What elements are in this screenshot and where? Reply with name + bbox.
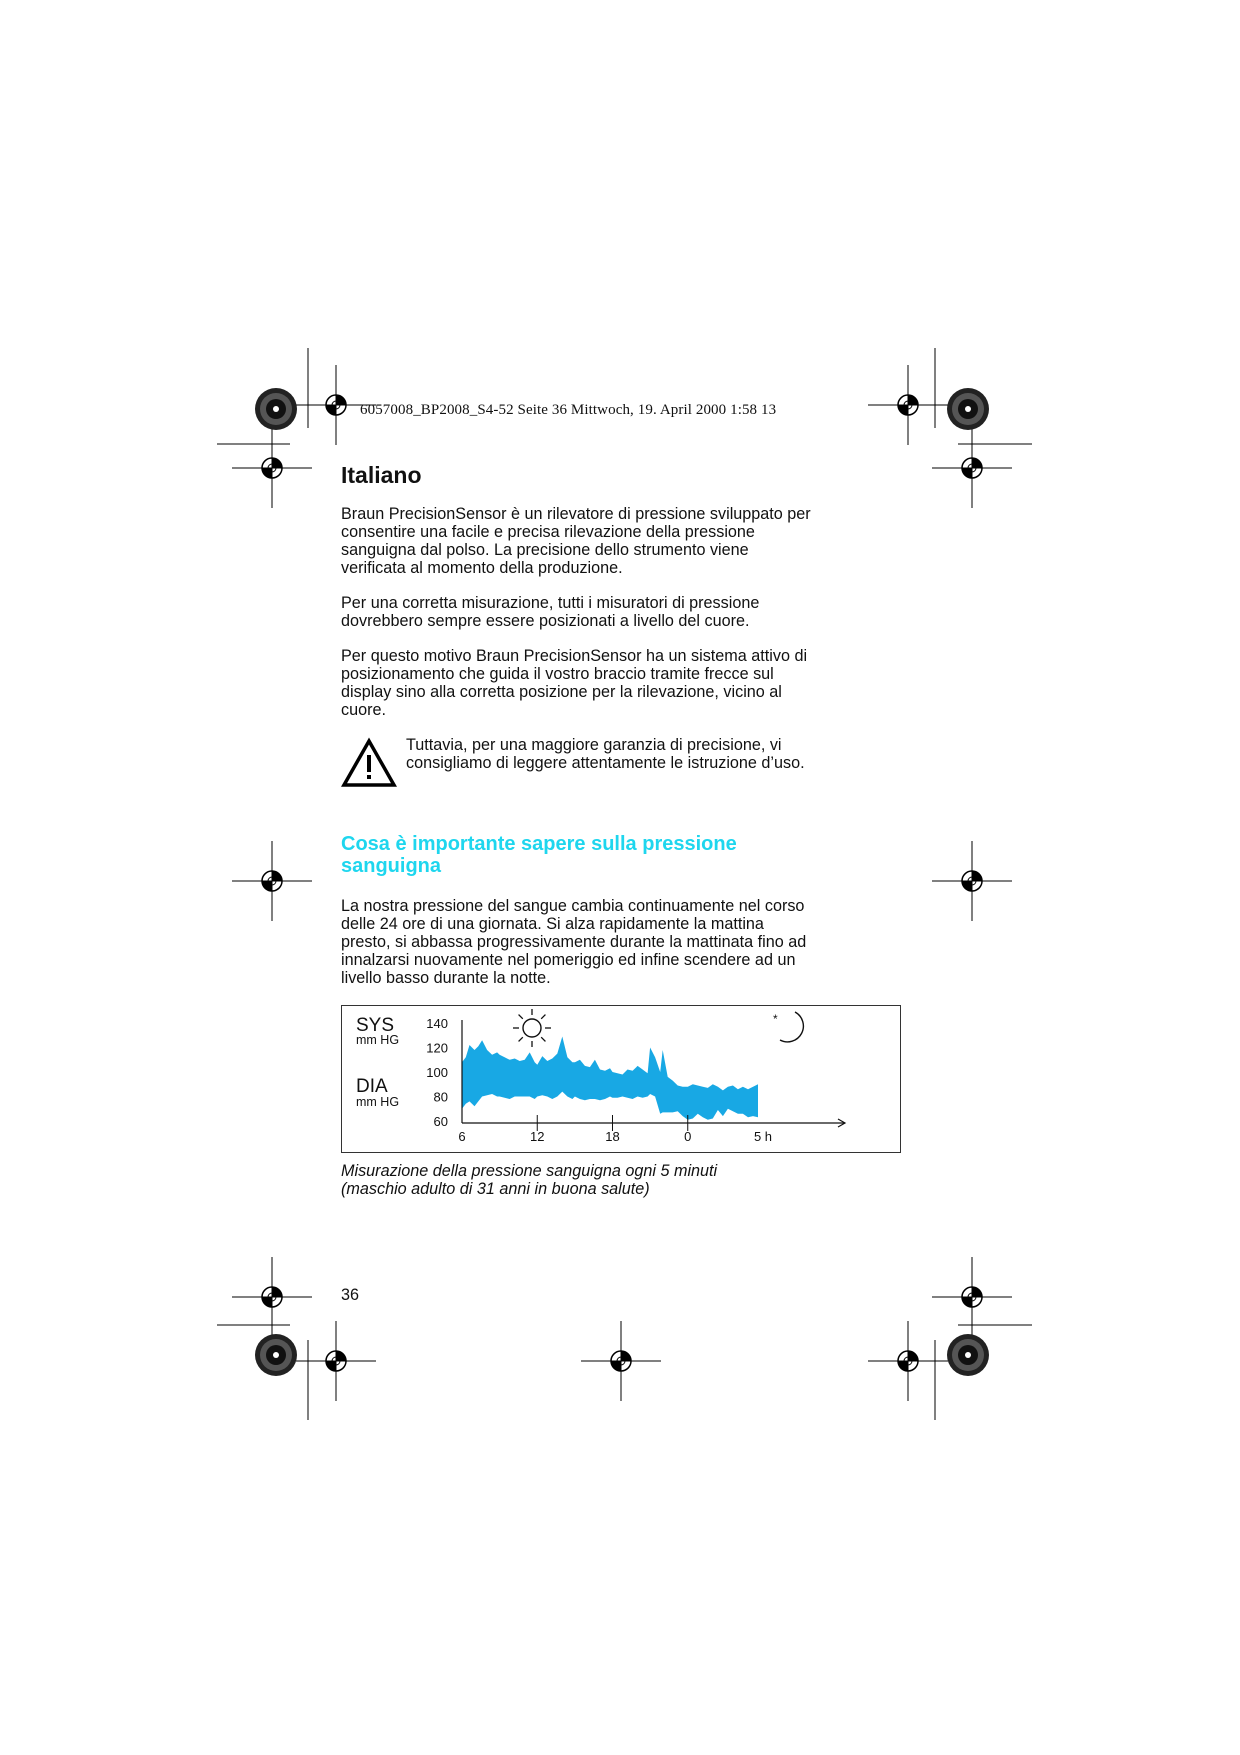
starburst-mark [255, 388, 297, 430]
starburst-mark [255, 1334, 297, 1376]
page-number: 36 [341, 1286, 360, 1304]
sun-ray [541, 1037, 545, 1041]
starburst-mark [947, 388, 989, 430]
moon-icon [780, 1012, 803, 1042]
dia-unit-label: mm HG [356, 1095, 400, 1109]
sys-unit-label: mm HG [356, 1033, 400, 1047]
caption-line: Misurazione della pressione sanguigna ogni 5 minuti [341, 1162, 718, 1180]
page-title: Italiano [341, 462, 422, 488]
x-tick-label: 18 [605, 1129, 620, 1144]
section-paragraph: La nostra pressione del sangue cambia continuamente nel corso delle 24 ore di una giornata. Si alza rapidamente la mattina presto, si abbassa progressivamente durante la mattinata fino ad innalzarsi nuovamente nel pomeriggio ed infine scendere ad un livello basso durante la notte. [341, 897, 807, 987]
y-tick-label: 60 [433, 1114, 448, 1129]
sys-label: SYS [356, 1015, 395, 1036]
positioning-paragraph: Per una corretta misurazione, tutti i misuratori di pressione dovrebbero sempre essere posizionati a livello del cuore. [341, 594, 760, 630]
y-tick-label: 80 [433, 1089, 448, 1105]
blood-pressure-chart [341, 1005, 901, 1153]
x-tick-label: 5 h [753, 1129, 773, 1144]
sun-ray [541, 1015, 545, 1019]
page-content [341, 462, 811, 1004]
caption-line: (maschio adulto di 31 anni in buona salute) [341, 1180, 650, 1198]
registration-mark [232, 428, 312, 508]
dia-label: DIA [356, 1076, 388, 1097]
y-tick-label: 120 [426, 1040, 448, 1056]
starburst-mark [947, 1334, 989, 1376]
x-tick-label: 0 [684, 1129, 692, 1144]
warning-block [341, 736, 811, 789]
registration-mark [581, 1321, 661, 1401]
section-title: Cosa è importante sapere sulla pressione sanguigna [341, 833, 737, 877]
chart-caption [341, 1162, 717, 1198]
sun-icon [523, 1019, 541, 1037]
system-paragraph: Per questo motivo Braun PrecisionSensor ha un sistema attivo di posizionamento che guida il vostro braccio tramite frecce sul display sino alla corretta posizione per la rilevazione, vicino al cuore. [341, 647, 808, 719]
x-tick-label: 6 [458, 1129, 466, 1144]
y-tick-label: 140 [426, 1016, 448, 1031]
star-icon: * [773, 1012, 778, 1026]
registration-mark [868, 1321, 948, 1401]
print-slug: 6057008_BP2008_S4-52 Seite 36 Mittwoch, 19. April 2000 1:58 13 [360, 402, 777, 418]
x-tick-label: 12 [530, 1129, 545, 1144]
registration-mark [868, 365, 948, 445]
registration-mark [232, 841, 312, 921]
pressure-band-area [462, 1037, 758, 1120]
chart-canvas [342, 1006, 899, 1151]
registration-mark [932, 428, 1012, 508]
warning-icon [341, 737, 397, 789]
sun-ray [519, 1015, 523, 1019]
y-tick-label: 100 [426, 1065, 448, 1080]
warning-text: Tuttavia, per una maggiore garanzia di precisione, vi consigliamo di leggere attentamente le istruzione d’uso. [406, 736, 805, 772]
sun-ray [519, 1037, 523, 1041]
intro-paragraph: Braun PrecisionSensor è un rilevatore di pressione sviluppato per consentire una facile e precisa rilevazione della pressione sanguigna dal polso. La precisione dello strumento viene verificata al momento della produzione. [341, 505, 811, 577]
registration-mark [932, 841, 1012, 921]
